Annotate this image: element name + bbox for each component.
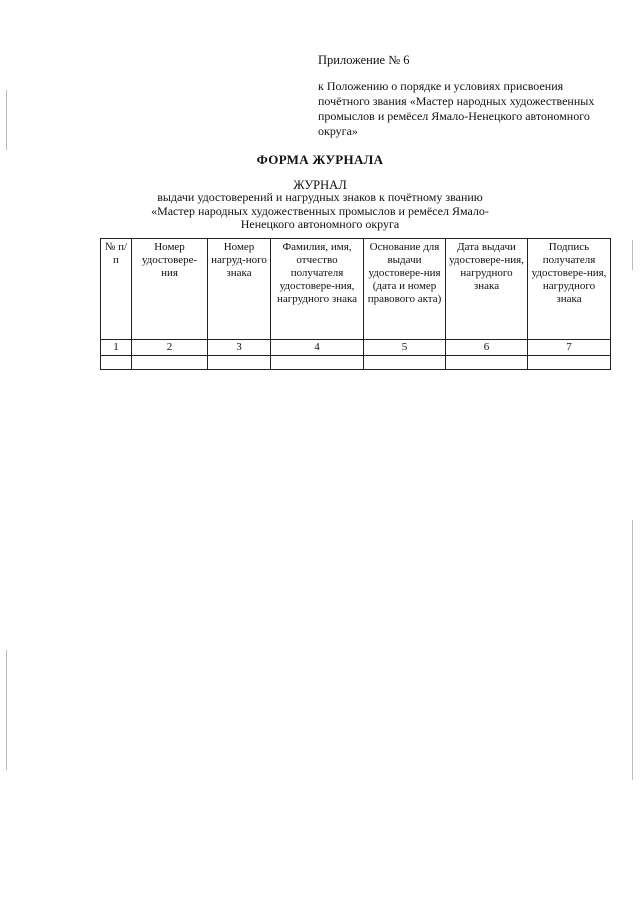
journal-title: ЖУРНАЛ	[293, 178, 347, 192]
empty-cell	[101, 356, 132, 370]
empty-cell	[364, 356, 446, 370]
empty-cell	[528, 356, 611, 370]
column-number-cell: 7	[528, 340, 611, 356]
table-header-row	[101, 239, 611, 340]
scan-artifact-right	[632, 240, 633, 270]
header-cell-badge-number: Номер нагруд-ного знака	[208, 239, 271, 340]
column-number-cell: 5	[364, 340, 446, 356]
header-cell-recipient-name: Фамилия, имя, отчество получателя удостовере-ния, нагрудного знака	[271, 239, 364, 340]
header-cell-signature: Подпись получателя удостовере-ния, нагрудного знака	[528, 239, 611, 340]
journal-subtitle: выдачи удостоверений и нагрудных знаков к почётному званию «Мастер народных художественных промыслов и ремёсел Ямало-Ненецкого автономного округа	[151, 190, 489, 231]
empty-cell	[132, 356, 208, 370]
form-title: ФОРМА ЖУРНАЛА	[256, 152, 384, 167]
column-number-cell: 4	[271, 340, 364, 356]
column-number-cell: 6	[446, 340, 528, 356]
empty-cell	[208, 356, 271, 370]
empty-cell	[446, 356, 528, 370]
column-number-cell: 3	[208, 340, 271, 356]
header-cell-issue-date: Дата выдачи удостовере-ния, нагрудного знака	[446, 239, 528, 340]
column-number-cell: 1	[101, 340, 132, 356]
header-cell-number: № п/п	[101, 239, 132, 340]
scan-artifact-left	[6, 90, 7, 150]
header-cell-certificate-number: Номер удостовере-ния	[132, 239, 208, 340]
appendix-number: Приложение № 6	[318, 53, 410, 67]
appendix-reference: к Положению о порядке и условиях присвоения почётного звания «Мастер народных художественных промыслов и ремёсел Ямало-Ненецкого автономного округа»	[318, 79, 595, 138]
table-empty-row	[101, 356, 611, 370]
column-number-cell: 2	[132, 340, 208, 356]
table-number-row	[101, 340, 611, 356]
empty-cell	[271, 356, 364, 370]
scan-artifact-left	[6, 650, 7, 770]
header-cell-basis: Основание для выдачи удостовере-ния (дата и номер правового акта)	[364, 239, 446, 340]
scan-artifact-right	[632, 520, 633, 780]
journal-table	[100, 238, 611, 370]
